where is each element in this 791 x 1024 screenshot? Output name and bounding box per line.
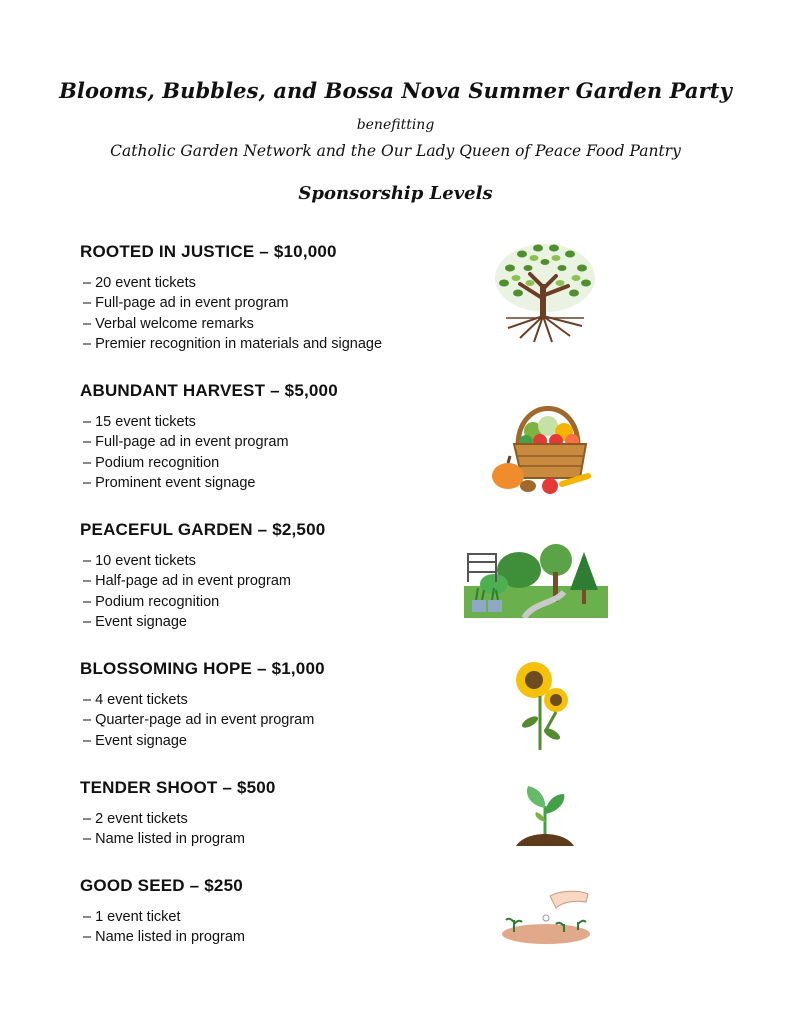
level-title: TENDER SHOOT – $500	[80, 778, 276, 797]
benefit-item: – Premier recognition in materials and signage	[80, 334, 480, 354]
benefit-item: – 20 event tickets	[80, 273, 480, 293]
benefit-item: – 10 event tickets	[80, 551, 480, 571]
level-title: ROOTED IN JUSTICE – $10,000	[80, 242, 337, 261]
sponsorship-level	[80, 381, 480, 493]
sponsorship-level	[80, 520, 480, 632]
benefit-item: – 4 event tickets	[80, 690, 480, 710]
level-title: BLOSSOMING HOPE – $1,000	[80, 659, 325, 678]
benefit-item: – Prominent event signage	[80, 473, 480, 493]
sprout-icon	[514, 778, 576, 848]
benefit-item: – Name listed in program	[80, 829, 480, 849]
sponsorship-level	[80, 778, 480, 850]
planting-seed-icon	[500, 888, 592, 946]
sponsorship-levels-heading: Sponsorship Levels	[298, 183, 493, 204]
benefit-item: – Name listed in program	[80, 927, 480, 947]
benefit-item: – 15 event tickets	[80, 412, 480, 432]
benefit-item: – Verbal welcome remarks	[80, 314, 480, 334]
event-title: Blooms, Bubbles, and Bossa Nova Summer Garden Party	[59, 78, 732, 103]
benefit-item: – 2 event tickets	[80, 809, 480, 829]
benefit-item: – Quarter-page ad in event program	[80, 710, 480, 730]
benefit-item: – Full-page ad in event program	[80, 293, 480, 313]
harvest-basket-icon	[488, 386, 600, 496]
benefit-item: – Podium recognition	[80, 453, 480, 473]
benefitting-label: benefitting	[356, 117, 435, 133]
tree-icon	[490, 238, 600, 344]
benefit-item: – Half-page ad in event program	[80, 571, 480, 591]
benefit-item: – Event signage	[80, 731, 480, 751]
sponsorship-level	[80, 242, 480, 354]
sponsorship-level	[80, 876, 480, 948]
sunflower-icon	[510, 660, 576, 752]
garden-scene-icon	[464, 542, 608, 618]
benefit-item: – Full-page ad in event program	[80, 432, 480, 452]
level-title: PEACEFUL GARDEN – $2,500	[80, 520, 326, 539]
level-title: GOOD SEED – $250	[80, 876, 243, 895]
level-title: ABUNDANT HARVEST – $5,000	[80, 381, 338, 400]
benefit-item: – 1 event ticket	[80, 907, 480, 927]
sponsorship-level	[80, 659, 480, 751]
benefit-item: – Podium recognition	[80, 592, 480, 612]
beneficiaries: Catholic Garden Network and the Our Lady Queen of Peace Food Pantry	[110, 142, 681, 160]
benefit-item: – Event signage	[80, 612, 480, 632]
